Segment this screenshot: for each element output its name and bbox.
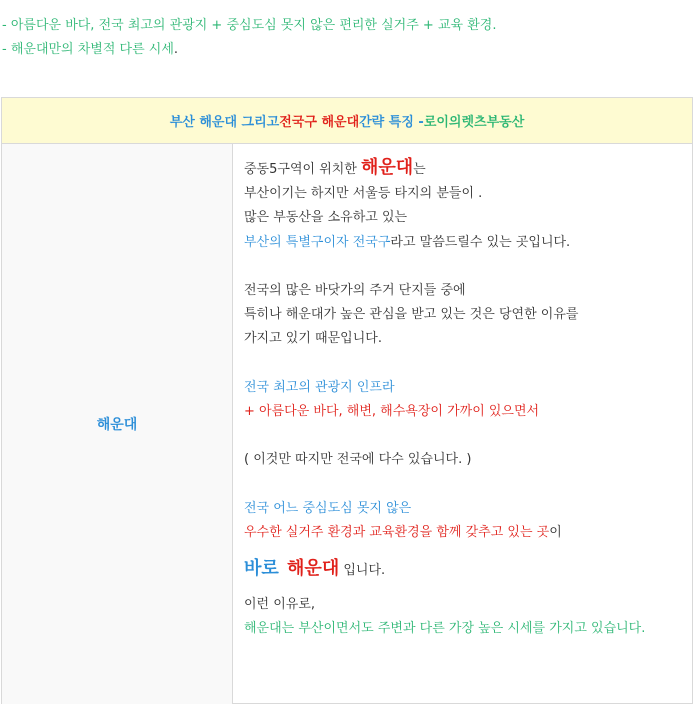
intro-line-2-period: . [173, 42, 179, 57]
content-line: 이런 이유로, [244, 597, 316, 613]
highlight-haeundae: 해운대 [361, 157, 414, 178]
row-content-cell [233, 144, 692, 704]
content-text-red: 우수한 실거주 환경과 교육환경을 함께 갖추고 있는 곳 [244, 524, 550, 540]
content-line: + 아름다운 바다, 해변, 해수욕장이 가까이 있으면서 [244, 404, 540, 419]
row-label-cell [2, 144, 233, 704]
header-part-2: 전국구 해운대 [279, 115, 360, 130]
intro-line-1: - 아름다운 바다, 전국 최고의 관광지 + 중심도심 못지 않은 편리한 실거주 + 교육 환경. [2, 18, 497, 33]
content-text: 라고 말씀드릴수 있는 곳입니다. [390, 234, 571, 250]
content-text-blue: 부산의 특별구이자 전국구 [244, 234, 391, 250]
header-part-3: 간략 특징 - [359, 115, 424, 130]
emphasis-baro: 바로 [244, 558, 279, 580]
spacer [244, 352, 692, 376]
spacer [244, 424, 692, 448]
spacer [244, 255, 692, 279]
content-text: 이 [549, 524, 562, 540]
content-line: ( 이것만 따지만 전국에 다수 있습니다. ) [244, 452, 472, 468]
header-part-4: 로이의렛츠부동산 [423, 115, 525, 130]
spacer [244, 473, 692, 497]
content-line: 전국 최고의 관광지 인프라 [244, 379, 395, 395]
content-line: 부산이기는 하지만 서울등 타지의 분들이 . [244, 186, 483, 202]
content-line: 전국의 많은 바닷가의 주거 단지들 중에 [244, 283, 466, 298]
content-line: 해운대는 부산이면서도 주변과 다른 가장 높은 시세를 가지고 있습니다. [244, 621, 646, 637]
content-text: 는 [413, 162, 426, 177]
content-line [244, 521, 692, 545]
table-header [2, 98, 692, 144]
content-line: 전국 어느 중심도심 못지 않은 [244, 500, 412, 516]
content-line-emphasis [244, 549, 692, 591]
feature-table [1, 97, 693, 704]
intro-line-2-text: - 해운대만의 차별적 다른 시세 [2, 42, 174, 57]
table-row [2, 144, 692, 704]
content-line: 많은 부동산을 소유하고 있는 [244, 210, 408, 226]
content-text: 중동5구역이 위치한 [244, 162, 361, 177]
header-part-1: 부산 해운대 그리고 [169, 115, 280, 130]
emphasis-haeundae: 해운대 [287, 558, 340, 580]
content-line: 가지고 있기 때문입니다. [244, 331, 382, 347]
content-text: 입니다. [339, 563, 386, 579]
intro-line-2 [2, 38, 496, 62]
intro-text [2, 14, 496, 62]
content-line [244, 231, 692, 255]
row-label: 해운대 [96, 417, 138, 433]
content-line [244, 156, 692, 182]
content-line: 특히나 해운대가 높은 관심을 받고 있는 것은 당연한 이유를 [244, 307, 579, 323]
